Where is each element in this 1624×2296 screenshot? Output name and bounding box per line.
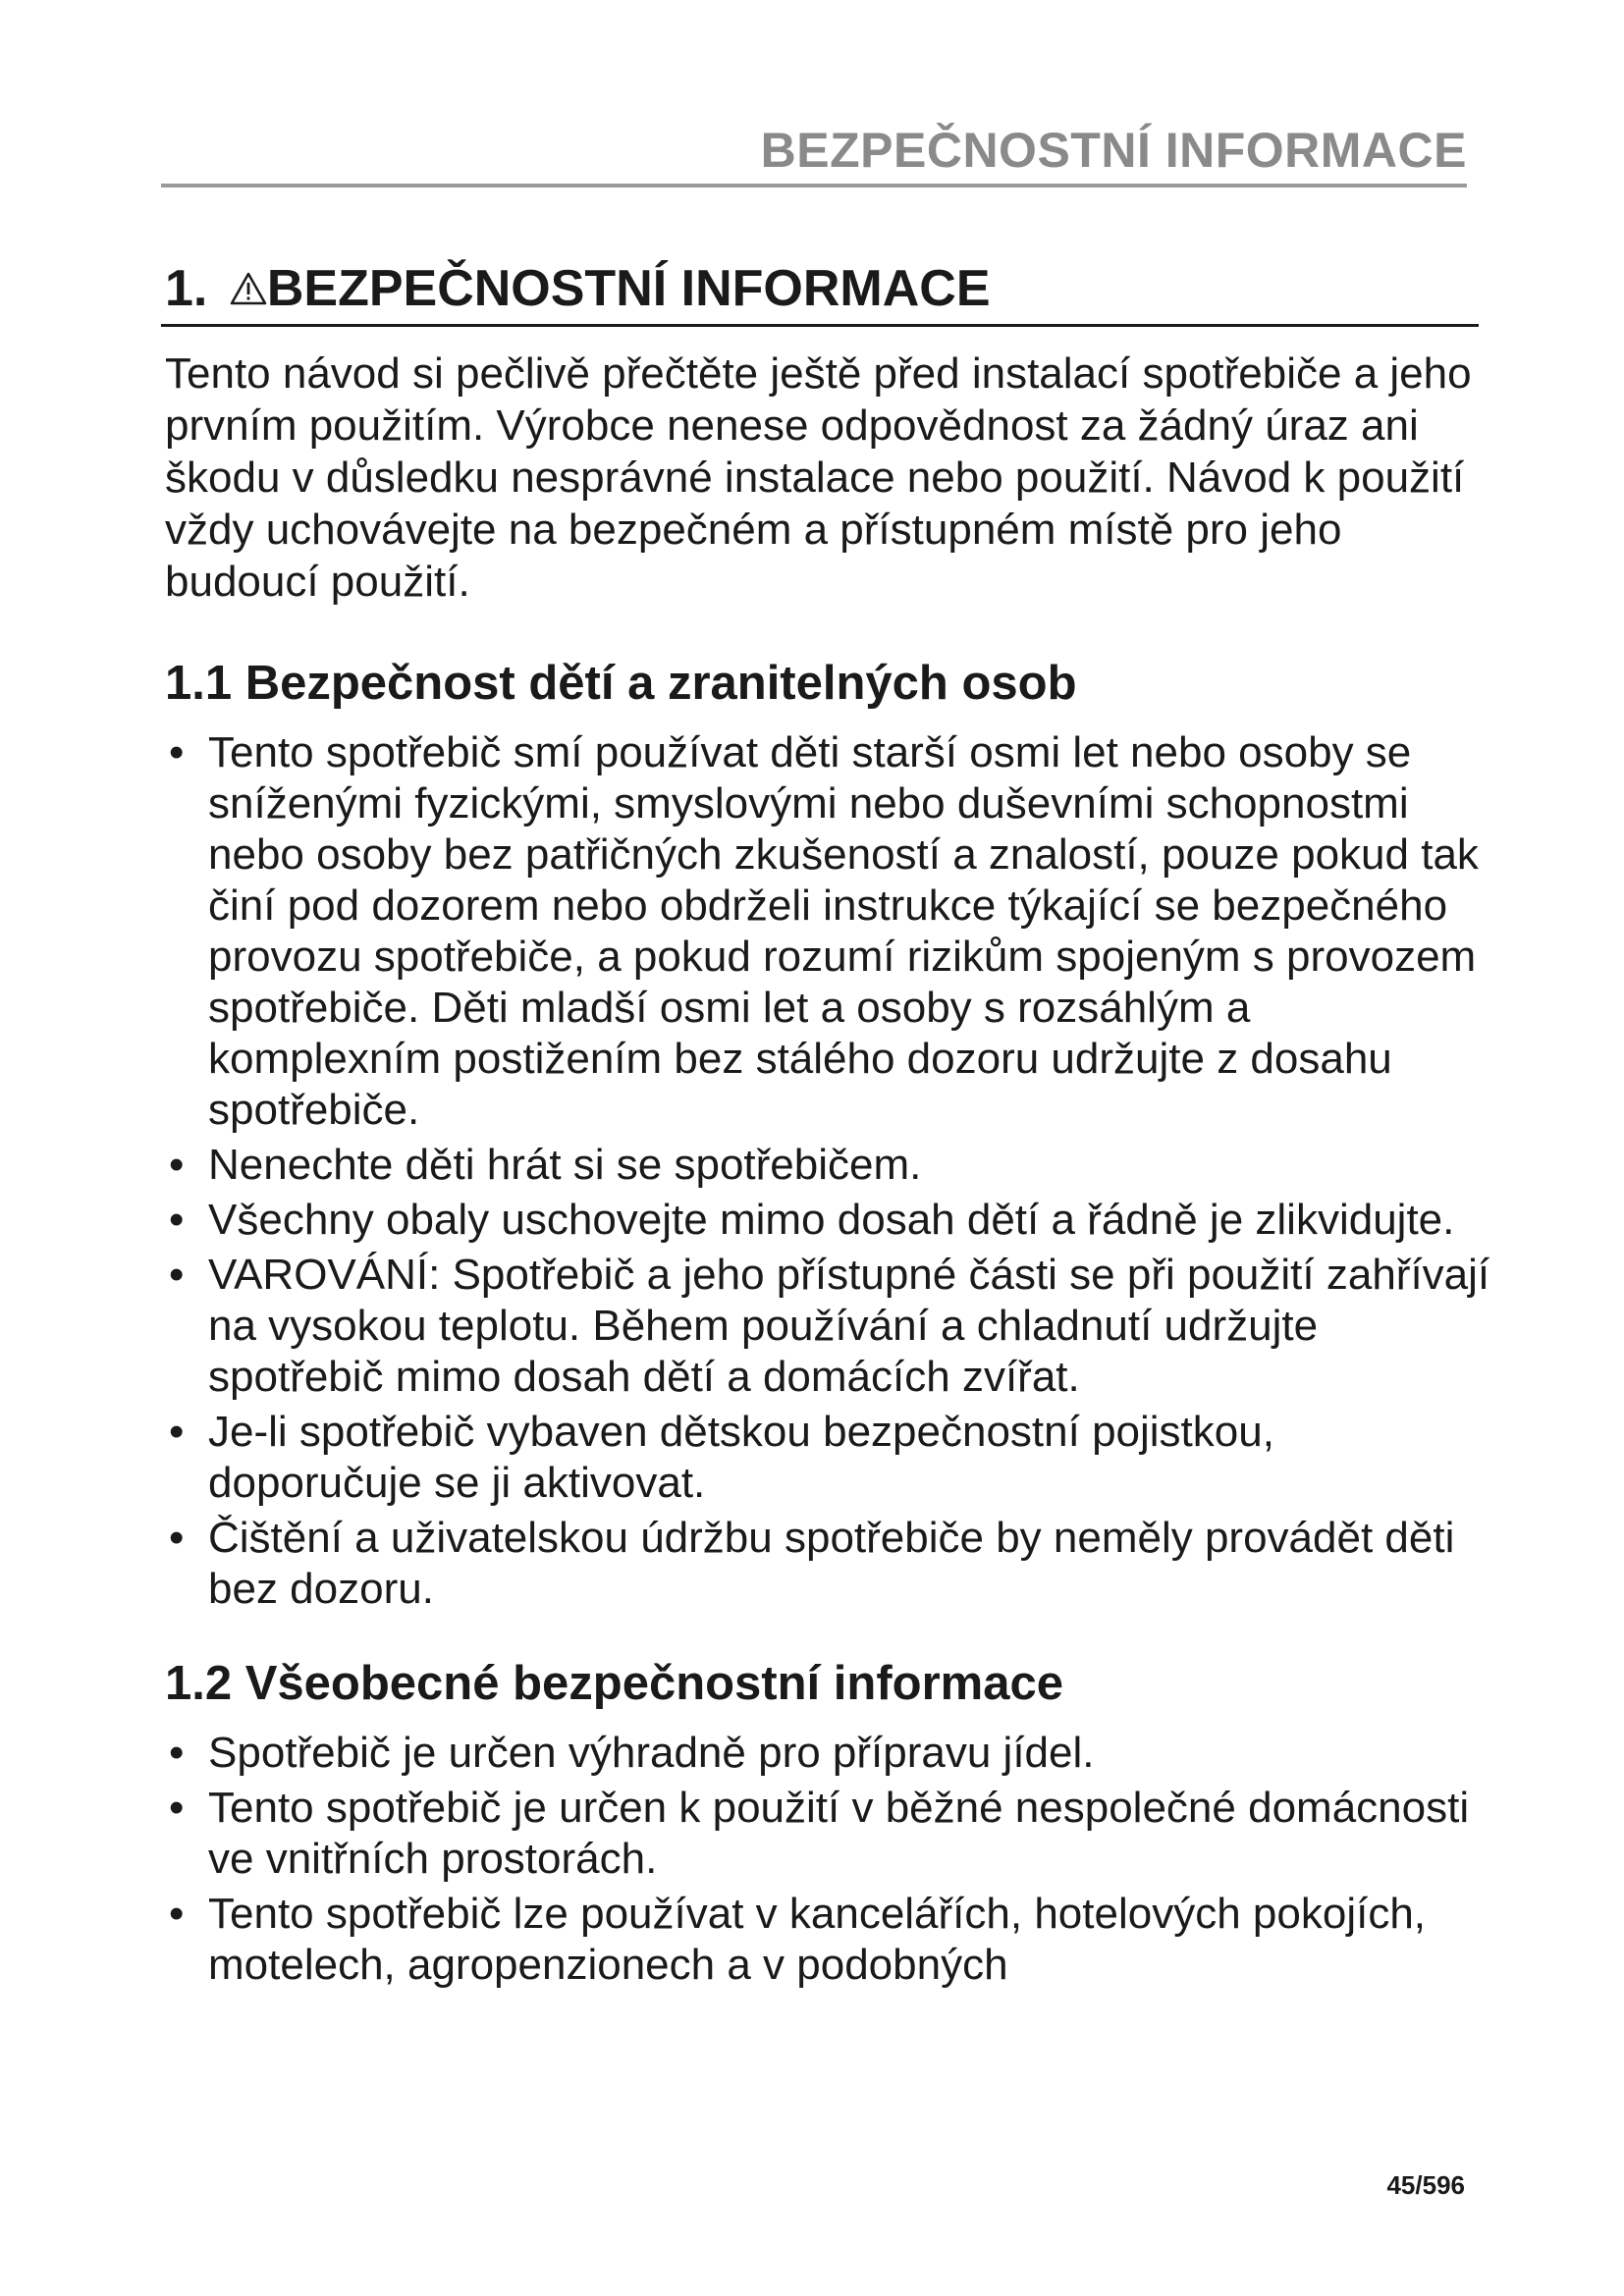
section-title-text: BEZPEČNOSTNÍ INFORMACE — [266, 260, 991, 317]
intro-paragraph: Tento návod si pečlivě přečtěte ještě před instalací spotřebiče a jeho prvním použitím. Výrobce nenese odpovědnost za žádný úraz ani škodu v důsledku nesprávné instalace nebo použití. Návod k použití vždy uchovávejte na bezpečném a přístupném místě pro jeho budoucí použití. — [165, 349, 1472, 606]
bullet-icon: • — [169, 1408, 185, 1456]
section-number: 1. — [165, 260, 208, 317]
warning-triangle-icon — [230, 263, 267, 314]
child-safety-list — [165, 727, 1490, 1615]
section-title — [165, 260, 991, 317]
page-number: 45/596 — [1386, 2170, 1465, 2200]
list-item: • Tento spotřebič je určen k použití v běžné nespolečné domácnosti ve vnitřních prostorách. — [169, 1784, 1470, 1883]
running-header: BEZPEČNOSTNÍ INFORMACE — [760, 123, 1467, 178]
subsection-title-general-safety: 1.2 Všeobecné bezpečnostní informace — [165, 1657, 1063, 1710]
bullet-icon: • — [169, 1196, 185, 1244]
bullet-icon: • — [169, 1141, 185, 1189]
bullet-icon: • — [169, 1729, 185, 1777]
bullet-icon: • — [169, 728, 185, 776]
list-item: • Tento spotřebič lze používat v kancelářích, hotelových pokojích, motelech, agropenzionech a v podobných — [169, 1890, 1427, 1989]
bullet-icon: • — [169, 1784, 185, 1832]
bullet-icon: • — [169, 1890, 185, 1938]
list-item: • Čištění a uživatelskou údržbu spotřebiče by neměly provádět děti bez dozoru. — [169, 1514, 1455, 1613]
header-divider — [161, 184, 1467, 187]
title-divider — [161, 324, 1479, 327]
list-item: • VAROVÁNÍ: Spotřebič a jeho přístupné části se při použití zahřívají na vysokou teplotu. Během používání a chladnutí udržujte spotřebič mimo dosah dětí a domácích zvířat. — [169, 1251, 1490, 1401]
bullet-icon: • — [169, 1514, 185, 1562]
bullet-icon: • — [169, 1251, 185, 1299]
general-safety-list — [165, 1728, 1490, 1991]
list-item: • Všechny obaly uschovejte mimo dosah dětí a řádně je zlikvidujte. — [169, 1196, 1455, 1244]
list-item: • Tento spotřebič smí používat děti starší osmi let nebo osoby se sníženými fyzickými, smyslovými nebo duševními schopnostmi nebo osoby bez patřičných zkušeností a znalostí, pouze pokud tak činí pod dozorem nebo obdrželi instrukce týkající se bezpečného provozu spotřebiče, a pokud rozumí rizikům spojeným s provozem spotřebiče. Děti mladší osmi let a osoby s rozsáhlým a komplexním postižením bez stálého dozoru udržujte z dosahu spotřebiče. — [169, 728, 1479, 1134]
list-item: • Spotřebič je určen výhradně pro přípravu jídel. — [169, 1729, 1095, 1777]
document-body — [165, 347, 1490, 1995]
list-item: • Je-li spotřebič vybaven dětskou bezpečnostní pojistkou, doporučuje se ji aktivovat. — [169, 1408, 1274, 1507]
subsection-title-child-safety: 1.1 Bezpečnost dětí a zranitelných osob — [165, 657, 1077, 710]
list-item: • Nenechte děti hrát si se spotřebičem. — [169, 1141, 922, 1189]
